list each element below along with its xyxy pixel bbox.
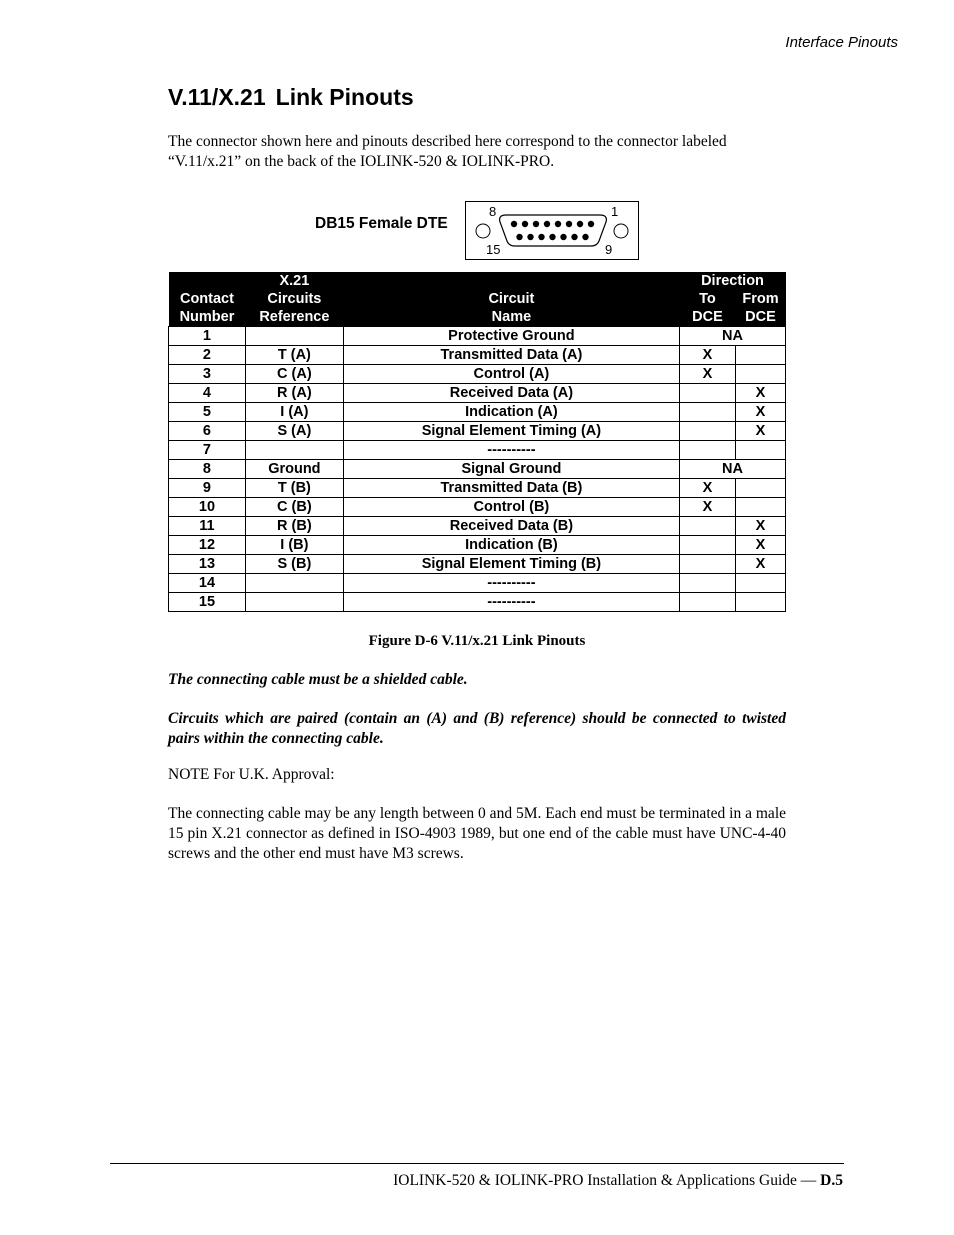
- pin-dot: [533, 221, 539, 227]
- cell-direction-to-dce: [679, 384, 735, 403]
- header-from-line2: DCE: [745, 309, 776, 325]
- cell-direction-to-dce: X: [679, 346, 735, 365]
- cell-circuit-name: ----------: [343, 574, 679, 593]
- pin-dot: [538, 234, 544, 240]
- cell-circuit-reference: R (B): [245, 517, 343, 536]
- table-row: [169, 327, 786, 346]
- cell-direction-merged: NA: [679, 327, 785, 346]
- cell-direction-from-dce: [735, 346, 785, 365]
- cell-direction-from-dce: X: [735, 517, 785, 536]
- cell-direction-from-dce: [735, 479, 785, 498]
- cell-circuit-reference: T (B): [245, 479, 343, 498]
- cell-direction-to-dce: [679, 441, 735, 460]
- cell-direction-from-dce: X: [735, 403, 785, 422]
- cell-circuit-name: Control (B): [343, 498, 679, 517]
- header-x21-line2: Circuits: [267, 291, 322, 307]
- pin-dot: [549, 234, 555, 240]
- pin-dot: [577, 221, 583, 227]
- cell-circuit-name: Protective Ground: [343, 327, 679, 346]
- cell-direction-to-dce: [679, 403, 735, 422]
- cell-direction-from-dce: [735, 574, 785, 593]
- pin-dot: [555, 221, 561, 227]
- pin-label-9: 9: [605, 242, 613, 257]
- cell-circuit-reference: S (A): [245, 422, 343, 441]
- note-twisted-pairs: Circuits which are paired (contain an (A) and (B) reference) should be connected to twisted pairs within the connecting cable.: [168, 710, 786, 747]
- connector-shell: [500, 215, 607, 246]
- page-number: D.5: [820, 1172, 843, 1189]
- cell-circuit-reference: [245, 441, 343, 460]
- cell-contact-number: 11: [169, 517, 246, 536]
- pin-dot: [582, 234, 588, 240]
- cell-contact-number: 12: [169, 536, 246, 555]
- cell-contact-number: 13: [169, 555, 246, 574]
- table-row: [169, 574, 786, 593]
- cell-contact-number: 2: [169, 346, 246, 365]
- note-shielded-cable: The connecting cable must be a shielded cable.: [168, 671, 468, 688]
- footer-divider: [110, 1163, 844, 1164]
- cell-circuit-name: Signal Element Timing (A): [343, 422, 679, 441]
- pin-dot: [544, 221, 550, 227]
- intro-paragraph: The connector shown here and pinouts described here correspond to the connector labeled “V.11/x.21” on the back of the IOLINK-520 & IOLINK-PRO.: [168, 133, 727, 170]
- table-row: [169, 555, 786, 574]
- pin-dot: [566, 221, 572, 227]
- cell-circuit-reference: R (A): [245, 384, 343, 403]
- cell-circuit-reference: C (A): [245, 365, 343, 384]
- mounting-hole-left: [476, 224, 490, 238]
- header-circuit-line1: Circuit: [488, 291, 535, 307]
- table-row: [169, 498, 786, 517]
- cell-circuit-name: Received Data (A): [343, 384, 679, 403]
- mounting-hole-right: [614, 224, 628, 238]
- cell-contact-number: 1: [169, 327, 246, 346]
- pin-label-15: 15: [486, 242, 501, 257]
- cell-contact-number: 10: [169, 498, 246, 517]
- pinout-table-body: [169, 327, 786, 612]
- header-from-dce: [735, 290, 785, 326]
- cell-circuit-name: Received Data (B): [343, 517, 679, 536]
- table-row: [169, 593, 786, 612]
- cell-circuit-name: Signal Element Timing (B): [343, 555, 679, 574]
- pin-dot: [560, 234, 566, 240]
- cell-circuit-name: ----------: [343, 593, 679, 612]
- cell-direction-to-dce: [679, 555, 735, 574]
- footer-text: IOLINK-520 & IOLINK-PRO Installation & Applications Guide —: [393, 1172, 821, 1189]
- cell-direction-to-dce: [679, 517, 735, 536]
- cell-direction-merged: NA: [679, 460, 785, 479]
- cell-circuit-reference: [245, 593, 343, 612]
- cell-direction-to-dce: [679, 536, 735, 555]
- cell-contact-number: 15: [169, 593, 246, 612]
- table-row: [169, 536, 786, 555]
- cell-contact-number: 6: [169, 422, 246, 441]
- cell-direction-to-dce: [679, 593, 735, 612]
- pin-dot: [527, 234, 533, 240]
- table-row: [169, 384, 786, 403]
- header-x21-line1: X.21: [279, 273, 310, 289]
- cell-direction-from-dce: X: [735, 384, 785, 403]
- table-row: [169, 365, 786, 384]
- pin-dot: [516, 234, 522, 240]
- cell-direction-to-dce: X: [679, 365, 735, 384]
- cell-direction-from-dce: [735, 365, 785, 384]
- header-x21-reference: [245, 272, 343, 327]
- cell-contact-number: 4: [169, 384, 246, 403]
- cell-circuit-reference: [245, 574, 343, 593]
- cell-circuit-reference: I (B): [245, 536, 343, 555]
- header-x21-line3: Reference: [259, 309, 330, 325]
- pin-label-8: 8: [489, 204, 497, 219]
- table-row: [169, 422, 786, 441]
- cell-circuit-reference: [245, 327, 343, 346]
- page-footer: [393, 1172, 843, 1190]
- running-header: Interface Pinouts: [785, 34, 898, 51]
- header-circuit-line2: Name: [491, 309, 532, 325]
- connector-label: DB15 Female DTE: [315, 215, 448, 232]
- header-direction: [679, 272, 785, 327]
- cell-circuit-name: Indication (A): [343, 403, 679, 422]
- pin-row-bottom: [516, 234, 588, 240]
- cell-circuit-reference: C (B): [245, 498, 343, 517]
- cell-circuit-name: Transmitted Data (B): [343, 479, 679, 498]
- figure-caption: Figure D-6 V.11/x.21 Link Pinouts: [368, 633, 586, 649]
- cell-circuit-reference: I (A): [245, 403, 343, 422]
- header-contact-line1: Contact: [179, 291, 234, 307]
- pin-label-1: 1: [611, 204, 619, 219]
- pin-dot: [571, 234, 577, 240]
- cell-circuit-name: Control (A): [343, 365, 679, 384]
- cell-circuit-name: Indication (B): [343, 536, 679, 555]
- table-row: [169, 517, 786, 536]
- db15-connector-drawing: [466, 202, 638, 259]
- cell-direction-from-dce: X: [735, 422, 785, 441]
- section-title-part1: V.11/X.21: [168, 84, 266, 110]
- cell-circuit-name: Signal Ground: [343, 460, 679, 479]
- cell-circuit-reference: S (B): [245, 555, 343, 574]
- header-to-dce: [679, 290, 735, 326]
- cell-contact-number: 9: [169, 479, 246, 498]
- header-to-line1: To: [699, 291, 716, 307]
- section-title: [168, 84, 414, 111]
- cell-contact-number: 5: [169, 403, 246, 422]
- cell-direction-to-dce: X: [679, 479, 735, 498]
- header-direction-label: Direction: [701, 273, 764, 289]
- cell-contact-number: 14: [169, 574, 246, 593]
- header-contact-number: [169, 272, 246, 327]
- cell-contact-number: 8: [169, 460, 246, 479]
- pinout-table: [168, 272, 786, 612]
- pin-dot: [522, 221, 528, 227]
- note-uk-approval-heading: NOTE For U.K. Approval:: [168, 766, 335, 783]
- cell-circuit-name: ----------: [343, 441, 679, 460]
- cell-contact-number: 7: [169, 441, 246, 460]
- header-contact-line2: Number: [179, 309, 235, 325]
- cell-direction-to-dce: [679, 422, 735, 441]
- pin-dot: [511, 221, 517, 227]
- cell-direction-from-dce: [735, 441, 785, 460]
- pin-row-top: [511, 221, 594, 227]
- table-row: [169, 479, 786, 498]
- table-row: [169, 403, 786, 422]
- table-row: [169, 441, 786, 460]
- note-uk-approval-body: The connecting cable may be any length between 0 and 5M. Each end must be terminated in a male 15 pin X.21 connector as defined in ISO-4903 1989, but one end of the cable must have UNC-4-40 screws and the other end must have M3 screws.: [168, 805, 786, 862]
- cell-circuit-reference: Ground: [245, 460, 343, 479]
- db15-connector-diagram: [465, 201, 639, 260]
- header-to-line2: DCE: [692, 309, 723, 325]
- table-row: [169, 460, 786, 479]
- cell-direction-from-dce: [735, 593, 785, 612]
- cell-contact-number: 3: [169, 365, 246, 384]
- cell-direction-to-dce: [679, 574, 735, 593]
- table-header-row: [169, 272, 786, 327]
- section-title-part2: Link Pinouts: [275, 84, 414, 110]
- cell-circuit-name: Transmitted Data (A): [343, 346, 679, 365]
- cell-circuit-reference: T (A): [245, 346, 343, 365]
- pin-dot: [588, 221, 594, 227]
- header-from-line1: From: [742, 291, 779, 307]
- cell-direction-from-dce: [735, 498, 785, 517]
- cell-direction-from-dce: X: [735, 536, 785, 555]
- table-row: [169, 346, 786, 365]
- cell-direction-to-dce: X: [679, 498, 735, 517]
- header-circuit-name: [343, 272, 679, 327]
- cell-direction-from-dce: X: [735, 555, 785, 574]
